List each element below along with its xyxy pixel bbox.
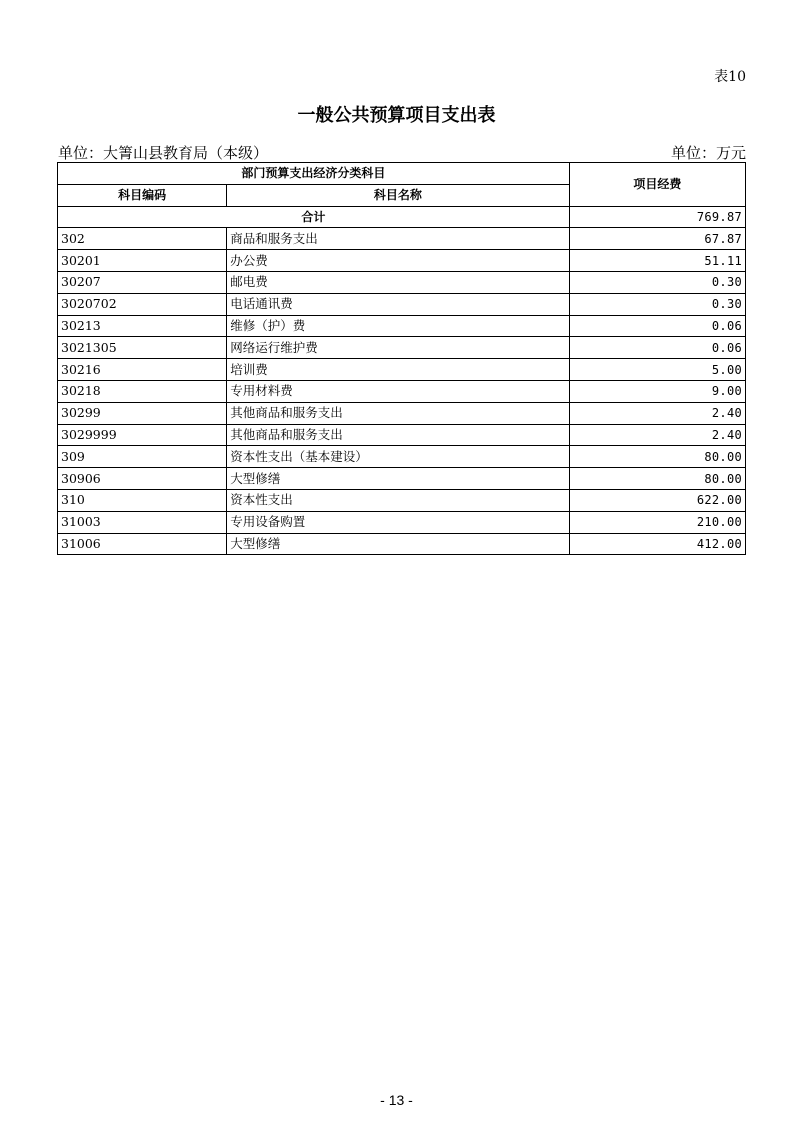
amount-cell: 2.40 [569,424,745,446]
unit-currency: 单位：万元 [670,144,746,162]
amount-cell: 0.06 [569,337,745,359]
account-code-cell: 30207 [58,271,227,293]
amount-cell: 0.30 [569,293,745,315]
table-row [58,337,746,359]
amount-cell: 67.87 [569,228,745,250]
account-code-cell: 30213 [58,315,227,337]
account-name-cell: 维修（护）费 [227,315,569,337]
account-name-cell: 电话通讯费 [227,293,569,315]
table-row [58,489,746,511]
account-code-cell: 3020702 [58,293,227,315]
account-code-cell: 30906 [58,468,227,490]
account-name-cell: 其他商品和服务支出 [227,402,569,424]
budget-table [57,162,746,555]
account-code-cell: 31006 [58,533,227,555]
account-name-cell: 商品和服务支出 [227,228,569,250]
amount-cell: 9.00 [569,380,745,402]
table-row [58,533,746,555]
amount-cell: 2.40 [569,402,745,424]
account-name-cell: 资本性支出 [227,489,569,511]
amount-cell: 210.00 [569,511,745,533]
amount-cell: 0.30 [569,271,745,293]
table-row [58,315,746,337]
account-name-cell: 其他商品和服务支出 [227,424,569,446]
account-name-cell: 大型修缮 [227,468,569,490]
table-row [58,402,746,424]
amount-cell: 80.00 [569,446,745,468]
account-name-cell: 专用设备购置 [227,511,569,533]
page-title: 一般公共预算项目支出表 [297,105,496,126]
account-code-cell: 302 [58,228,227,250]
group-header: 部门预算支出经济分类科目 [58,163,570,185]
account-name-cell: 培训费 [227,359,569,381]
account-code-cell: 3029999 [58,424,227,446]
table-row [58,228,746,250]
total-amount: 769.87 [569,206,745,228]
table-row [58,359,746,381]
name-column-header: 科目名称 [227,184,569,206]
table-row [58,511,746,533]
account-name-cell: 大型修缮 [227,533,569,555]
table-number: 表10 [714,69,746,85]
table-row [58,250,746,272]
amount-cell: 0.06 [569,315,745,337]
amount-column-header: 项目经费 [569,163,745,207]
amount-cell: 412.00 [569,533,745,555]
amount-cell: 80.00 [569,468,745,490]
table-row [58,380,746,402]
account-name-cell: 办公费 [227,250,569,272]
table-row [58,446,746,468]
header-row-group [58,163,746,185]
page-number: - 13 - [380,1092,413,1108]
account-name-cell: 网络运行维护费 [227,337,569,359]
total-row [58,206,746,228]
account-code-cell: 30201 [58,250,227,272]
table-row [58,468,746,490]
code-column-header: 科目编码 [58,184,227,206]
table-row [58,293,746,315]
total-label: 合计 [58,206,570,228]
account-name-cell: 邮电费 [227,271,569,293]
account-code-cell: 3021305 [58,337,227,359]
amount-cell: 622.00 [569,489,745,511]
amount-cell: 5.00 [569,359,745,381]
account-code-cell: 30299 [58,402,227,424]
account-name-cell: 资本性支出（基本建设） [227,446,569,468]
table-row [58,424,746,446]
account-code-cell: 30218 [58,380,227,402]
unit-organization: 单位：大箐山县教育局（本级） [58,144,269,162]
table-row [58,271,746,293]
account-code-cell: 31003 [58,511,227,533]
account-code-cell: 310 [58,489,227,511]
account-code-cell: 30216 [58,359,227,381]
account-code-cell: 309 [58,446,227,468]
account-name-cell: 专用材料费 [227,380,569,402]
amount-cell: 51.11 [569,250,745,272]
